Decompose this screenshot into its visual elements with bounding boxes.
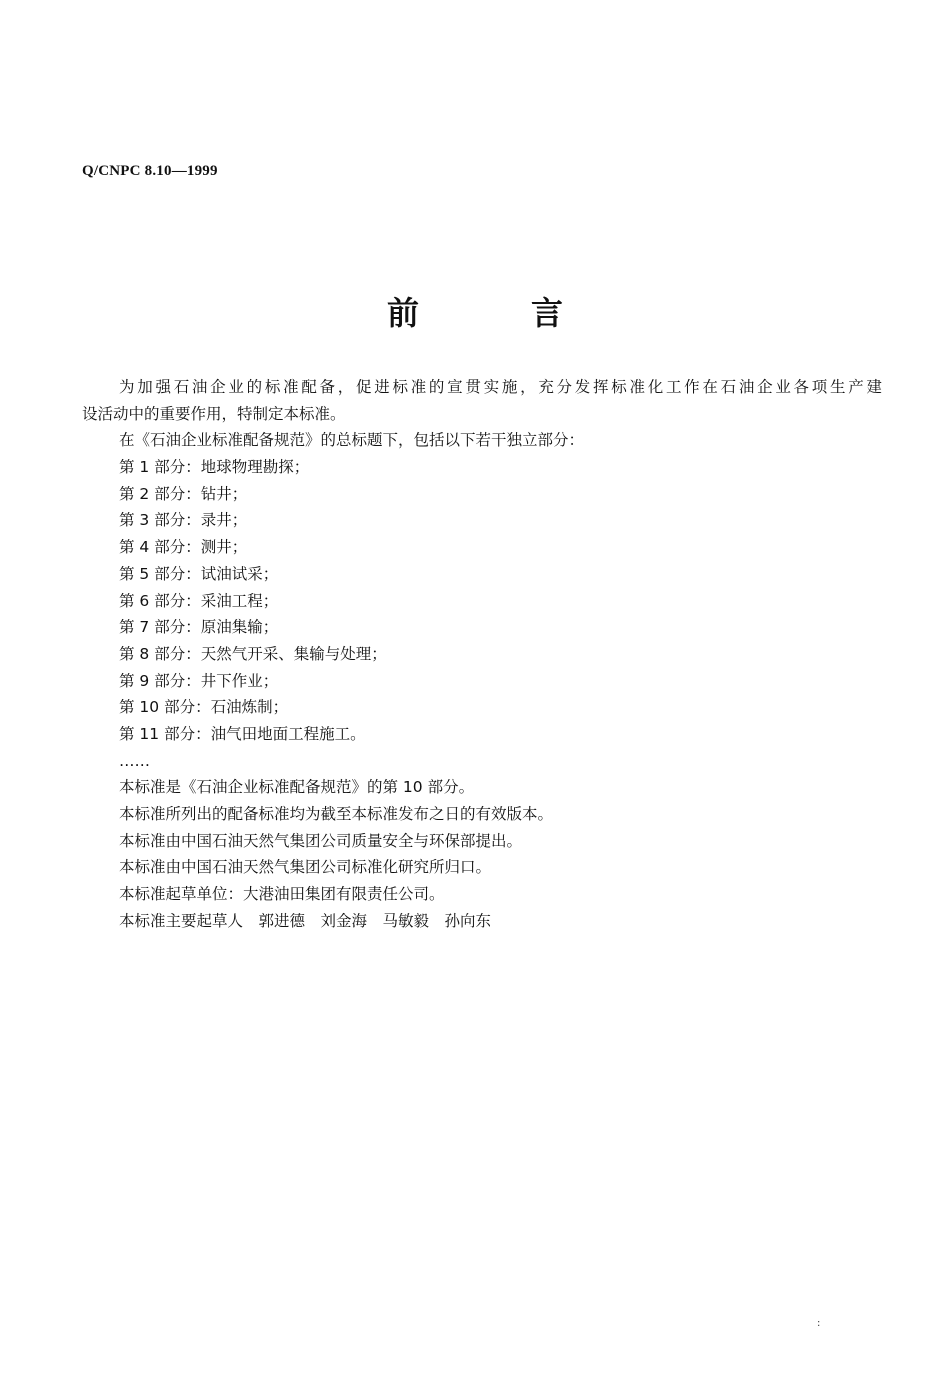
paragraph-1-line-1: 为加强石油企业的标准配备，促进标准的宣贯实施，充分发挥标准化工作在石油企业各项生产建 — [119, 378, 882, 396]
paragraph-2: 在《石油企业标准配备规范》的总标题下，包括以下若干独立部分： — [119, 431, 585, 450]
part-item-10: 第 10 部分：石油炼制； — [119, 698, 289, 717]
paragraph-1-line-2: 设活动中的重要作用，特制定本标准。 — [82, 404, 346, 423]
part-item-4: 第 4 部分：测井； — [119, 538, 248, 557]
part-item-7: 第 7 部分：原油集输； — [119, 618, 279, 637]
statement-valid-versions: 本标准所列出的配备标准均为截至本标准发布之日的有效版本。 — [119, 805, 554, 823]
page-title-char-1: 前 — [386, 294, 419, 332]
statement-drafters: 本标准主要起草人 郭进德 刘金海 马敏毅 孙向东 — [119, 911, 492, 930]
statement-administrator: 本标准由中国石油天然气集团公司标准化研究所归口。 — [119, 858, 492, 877]
statement-part-number: 本标准是《石油企业标准配备规范》的第 10 部分。 — [119, 778, 475, 797]
statement-drafting-unit: 本标准起草单位：大港油田集团有限责任公司。 — [119, 885, 445, 904]
page-footer-mark: : — [817, 1318, 821, 1329]
part-item-5: 第 5 部分：试油试采； — [119, 564, 279, 583]
part-item-2: 第 2 部分：钻井； — [119, 484, 248, 503]
part-item-9: 第 9 部分：井下作业； — [119, 671, 279, 690]
part-item-8: 第 8 部分：天然气开采、集输与处理； — [119, 644, 387, 663]
foreword-body — [82, 374, 882, 934]
statement-proposer: 本标准由中国石油天然气集团公司质量安全与环保部提出。 — [119, 831, 523, 850]
part-item-1: 第 1 部分：地球物理勘探； — [119, 458, 310, 477]
part-item-11: 第 11 部分：油气田地面工程施工。 — [119, 724, 366, 743]
part-item-6: 第 6 部分：采油工程； — [119, 591, 279, 610]
ellipsis: …… — [119, 751, 150, 770]
page-title — [0, 288, 950, 334]
part-item-3: 第 3 部分：录井； — [119, 511, 248, 530]
page-title-char-2: 言 — [531, 294, 564, 332]
standard-code: Q/CNPC 8.10—1999 — [82, 163, 218, 179]
